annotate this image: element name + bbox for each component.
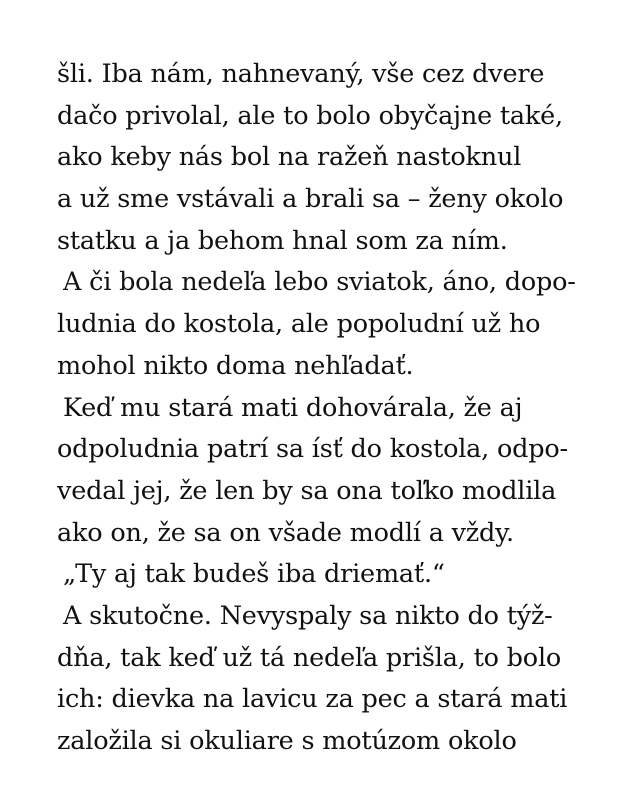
text-line: statku a ja behom hnal som za ním. — [57, 225, 508, 256]
text-line: a už sme vstávali a brali sa – ženy okolo — [57, 184, 564, 215]
text-line: dačo privolal, ale to bolo obyčajne také, — [57, 100, 563, 131]
text-line: vedal jej, že len by sa ona toľko modlila — [57, 475, 557, 506]
text-line: šli. Iba nám, nahnevaný, vše cez dvere — [57, 59, 545, 89]
dialogue-line: „Ty aj tak budeš iba driemať.“ — [63, 559, 445, 590]
text-line: ich: dievka na lavicu za pec a stará mati — [57, 684, 568, 715]
text-line: odpoludnia patrí sa ísť do kostola, odpo- — [57, 434, 568, 465]
page-text — [57, 54, 617, 763]
paragraph-start-line: A skutočne. Nevyspaly sa nikto do týž- — [63, 600, 553, 631]
text-line: ludnia do kostola, ale popoludní už ho — [57, 309, 541, 340]
text-line: dňa, tak keď už tá nedeľa prišla, to bolo — [57, 642, 562, 673]
text-line: ako on, že sa on všade modlí a vždy. — [57, 517, 514, 548]
text-line: mohol nikto doma nehľadať. — [57, 350, 414, 381]
paragraph-start-line: Keď mu stará mati dohovárala, že aj — [63, 392, 523, 423]
text-line: ako keby nás bol na ražeň nastoknul — [57, 142, 522, 173]
text-line: založila si okuliare s motúzom okolo — [57, 726, 517, 756]
paragraph-start-line: A či bola nedeľa lebo sviatok, áno, dopo- — [63, 267, 576, 298]
